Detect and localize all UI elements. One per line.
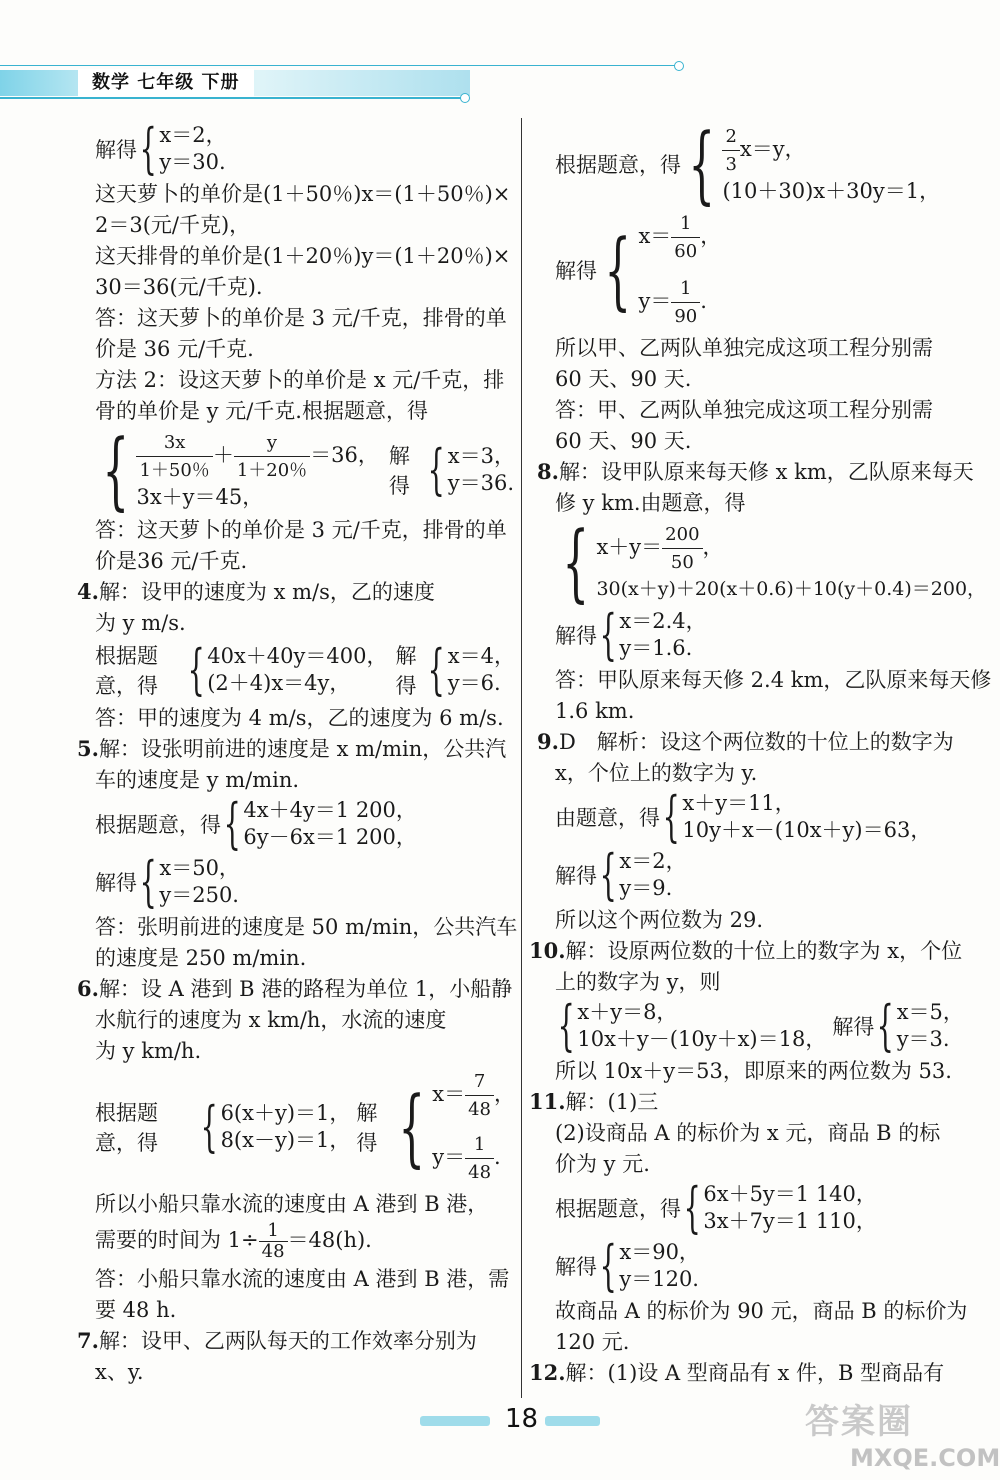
brace-icon: { xyxy=(688,115,716,213)
equation xyxy=(722,123,940,178)
text-line: 120 元. xyxy=(555,1330,630,1354)
numerator: 2 xyxy=(722,123,739,151)
solution-system xyxy=(555,1234,965,1297)
equation: (2＋4)x＝4y， xyxy=(207,671,351,695)
solve-label: 解得 xyxy=(95,138,137,162)
text-line: 所以这个两位数为 29. xyxy=(555,908,764,932)
equation: (10＋30)x＋30y＝1， xyxy=(722,179,941,203)
equation: 6y－6x＝1 200， xyxy=(243,825,417,849)
text-line: 答：张明前进的速度是 50 m/min，公共汽车 xyxy=(95,915,518,939)
header-title: 数学 七年级 下册 xyxy=(78,69,254,97)
question-10 xyxy=(529,937,965,965)
fraction xyxy=(671,275,700,330)
solve-label: 解得 xyxy=(395,644,417,698)
equation: y＝ $\frac{1}{90}$ . xyxy=(638,275,721,330)
question-7 xyxy=(77,1327,515,1355)
equation: 30(x＋y)＋20(x＋0.6)＋10(y＋0.4)＝200， xyxy=(596,578,987,600)
equation: 8(x－y)＝1， xyxy=(220,1128,351,1152)
denominator: 90 xyxy=(674,306,698,327)
equation: x＝4， xyxy=(447,644,515,668)
brace-icon: { xyxy=(562,513,590,611)
text-line: 价是 36 元/千克. xyxy=(95,337,254,361)
solve-label: 解得 xyxy=(95,871,137,895)
equation: y＝6. xyxy=(447,671,501,695)
text-line: 价是36 元/千克. xyxy=(95,549,248,573)
text-line: 1.6 km. xyxy=(555,699,635,723)
page-header xyxy=(0,60,1000,100)
denominator: 1＋20％ xyxy=(236,460,308,481)
equation-system xyxy=(95,792,515,855)
text-line: 2＝3(元/千克)， xyxy=(95,213,251,237)
brace-icon: { xyxy=(102,421,130,519)
equation: y＝120. xyxy=(619,1267,699,1291)
brace-icon: { xyxy=(683,1176,701,1239)
question-8 xyxy=(537,458,974,486)
equation-system xyxy=(95,421,515,519)
text-line: 这天萝卜的单价是(1＋50％)x＝(1＋50％)× xyxy=(95,182,511,206)
question-number: 5. xyxy=(77,736,99,761)
text-line: 解：设甲的速度为 x m/s，乙的速度 xyxy=(98,580,435,604)
system-label: 根据题意，得 xyxy=(95,813,221,837)
brace-icon: { xyxy=(557,994,575,1057)
brace-icon: { xyxy=(599,1234,617,1297)
system-label: 根据题意，得 xyxy=(95,644,158,698)
brace-icon: { xyxy=(599,843,617,906)
watermark-url: MXQE.COM xyxy=(850,1444,1000,1472)
denominator: 48 xyxy=(468,1099,491,1120)
text-line: 解：(1)设 A 型商品有 x 件，B 型商品有 xyxy=(565,1361,945,1385)
equation-system xyxy=(555,1176,965,1239)
equation-lhs: x＋y＝ xyxy=(596,535,663,559)
question-11 xyxy=(529,1088,965,1116)
solution-system xyxy=(555,210,965,330)
text-line: 解：设原两位数的十位上的数字为 x，个位 xyxy=(565,939,963,963)
solve-label: 解得 xyxy=(555,1255,597,1279)
equation: 4x＋4y＝1 200， xyxy=(243,798,417,822)
fraction xyxy=(662,521,702,576)
question-number: 7. xyxy=(77,1328,99,1353)
text-line: 方法 2：设这天萝卜的单价是 x 元/千克，排 xyxy=(95,368,505,392)
text-line: 价为 y 元. xyxy=(555,1152,650,1176)
question-number: 11. xyxy=(529,1089,566,1114)
denominator: 48 xyxy=(261,1241,285,1262)
brace-icon: { xyxy=(876,994,895,1057)
equation: x＝3， xyxy=(447,444,515,468)
equation: 10x＋y－(10y＋x)＝18， xyxy=(577,1027,827,1051)
brace-icon: { xyxy=(139,117,157,180)
equation: 10y＋x－(10x＋y)＝63， xyxy=(682,818,932,842)
brace-icon: { xyxy=(662,785,680,848)
equation: 40x＋40y＝400， xyxy=(207,644,388,668)
equation: y＝250. xyxy=(159,883,239,907)
text-line: 要 48 h. xyxy=(95,1298,177,1322)
equation-rest: x＝y， xyxy=(739,137,806,161)
equation: x＝ $\frac{1}{60}$ ， xyxy=(638,210,721,265)
numerator: 7 xyxy=(465,1068,494,1096)
question-6 xyxy=(77,975,515,1003)
brace-icon: { xyxy=(223,792,241,855)
denominator: 3 xyxy=(725,154,737,175)
equation-system xyxy=(95,1068,515,1186)
question-9 xyxy=(537,728,965,756)
watermark-logo: 答案圈 xyxy=(805,1402,913,1442)
equation: y＝36. xyxy=(447,471,515,495)
numerator: 1 xyxy=(465,1131,494,1159)
question-5 xyxy=(77,735,515,763)
denominator: 1＋50％ xyxy=(139,460,210,481)
question-number: 6. xyxy=(77,976,99,1001)
text-line: 修 y km.由题意，得 xyxy=(555,491,746,515)
text-line: 所以甲、乙两队单独完成这项工程分别需 xyxy=(555,336,933,360)
brace-icon: { xyxy=(187,638,205,701)
header-dot-icon xyxy=(460,93,470,103)
question-12 xyxy=(529,1359,965,1387)
text-line: 水航行的速度为 x km/h，水流的速度 xyxy=(95,1008,447,1032)
header-rule-bottom xyxy=(0,97,462,99)
equation: x＝5， xyxy=(896,1000,964,1024)
brace-icon: { xyxy=(428,638,446,701)
solve-label: 解得 xyxy=(555,259,597,283)
system-label: 根据题意，得 xyxy=(95,1101,158,1155)
numerator: y xyxy=(234,429,310,457)
solve-label: 解得 xyxy=(388,444,410,498)
question-number: 9. xyxy=(537,729,559,754)
brace-icon: { xyxy=(604,221,632,319)
equation: x＝50， xyxy=(159,856,240,880)
fraction xyxy=(671,210,700,265)
equation: y＝9. xyxy=(619,876,673,900)
equation: y＝1.6. xyxy=(619,636,693,660)
text-line: 60 天、90 天. xyxy=(555,367,692,391)
equation: y＝3. xyxy=(896,1027,950,1051)
solution-system xyxy=(95,850,515,913)
fraction xyxy=(136,429,212,484)
equation: 3x＋y＝45， xyxy=(136,485,264,509)
equation: x＝ $\frac{7}{48}$ ， xyxy=(432,1068,515,1123)
header-dot-icon xyxy=(674,61,684,71)
text-line: (2)设商品 A 的标价为 x 元，商品 B 的标 xyxy=(555,1121,941,1145)
question-4 xyxy=(77,578,515,606)
equation: x＝2， xyxy=(619,849,687,873)
text-line: 所以 10x＋y＝53，即原来的两位数为 53. xyxy=(555,1059,952,1083)
equation-system xyxy=(555,513,987,611)
variable: y＝ xyxy=(432,1145,466,1169)
brace-icon: { xyxy=(428,438,446,501)
page-number: 18 xyxy=(505,1404,539,1434)
text-fragment: 需要的时间为 1÷ xyxy=(95,1228,259,1252)
question-number: 8. xyxy=(537,459,559,484)
brace-icon: { xyxy=(200,1095,218,1158)
system-label: 由题意，得 xyxy=(555,806,660,830)
variable: y＝ xyxy=(638,289,672,313)
text-line: 上的数字为 y，则 xyxy=(555,970,721,994)
fraction xyxy=(722,123,739,178)
numerator: 3x xyxy=(136,429,212,457)
numerator: 1 xyxy=(671,275,700,303)
fraction xyxy=(465,1068,494,1123)
equation xyxy=(136,429,378,484)
solution-system xyxy=(555,603,965,666)
equation: x＋y＝8， xyxy=(577,1000,678,1024)
system-label: 根据题意，得 xyxy=(555,1197,681,1221)
equation: 3x＋7y＝1 110， xyxy=(703,1209,877,1233)
text-line: 的速度是 250 m/min. xyxy=(95,946,307,970)
solve-label: 解得 xyxy=(555,864,597,888)
denominator: 60 xyxy=(674,241,698,262)
variable: x＝ xyxy=(432,1082,466,1106)
fraction xyxy=(259,1221,288,1262)
text-line: D 解析：设这个两位数的十位上的数字为 xyxy=(558,730,954,754)
brace-icon: { xyxy=(139,850,157,913)
footer-decoration xyxy=(545,1416,600,1426)
footer-decoration xyxy=(420,1416,490,1426)
denominator: 50 xyxy=(670,552,694,573)
fraction xyxy=(234,429,310,484)
question-number: 12. xyxy=(529,1360,566,1385)
equation: x＝90， xyxy=(619,1240,700,1264)
solve-label: 解得 xyxy=(356,1101,378,1155)
text-line: 解：设 A 港到 B 港的路程为单位 1，小船静 xyxy=(98,977,513,1001)
question-number: 10. xyxy=(529,938,566,963)
right-column xyxy=(529,115,992,1390)
equation: x＋y＝11， xyxy=(682,791,796,815)
equation-system xyxy=(555,785,965,848)
brace-icon: { xyxy=(398,1078,425,1176)
equation-system xyxy=(555,115,965,213)
text-line: 解：设张明前进的速度是 x m/min，公共汽 xyxy=(98,737,507,761)
solve-label: 解得 xyxy=(555,624,597,648)
text-line: x、y. xyxy=(95,1360,144,1384)
text-line: 所以小船只靠水流的速度由 A 港到 B 港， xyxy=(95,1192,489,1216)
system-label: 根据题意，得 xyxy=(555,153,681,177)
text-line: 骨的单价是 y 元/千克.根据题意，得 xyxy=(95,399,428,423)
text-fragment: ＝48(h). xyxy=(287,1228,372,1252)
text-line: 60 天、90 天. xyxy=(555,429,692,453)
text-line: 解：设甲、乙两队每天的工作效率分别为 xyxy=(98,1329,477,1353)
equation: x＝2.4， xyxy=(619,609,707,633)
denominator: 48 xyxy=(468,1162,492,1183)
text-line: 故商品 A 的标价为 90 元，商品 B 的标价为 xyxy=(555,1299,968,1323)
text-line: 答：这天萝卜的单价是 3 元/千克，排骨的单 xyxy=(95,518,507,542)
solution-system xyxy=(555,843,965,906)
text-line xyxy=(95,1221,515,1262)
equation: 6x＋5y＝1 140， xyxy=(703,1182,877,1206)
text-line: 车的速度是 y m/min. xyxy=(95,768,300,792)
text-line: 为 y km/h. xyxy=(95,1039,202,1063)
text-line: 答：甲的速度为 4 m/s，乙的速度为 6 m/s. xyxy=(95,706,504,730)
equation: x＝2， xyxy=(159,123,227,147)
numerator: 200 xyxy=(662,521,702,549)
equation-rhs: ＝36， xyxy=(310,443,379,467)
equation: 6(x＋y)＝1， xyxy=(220,1101,351,1125)
text-line: 答：甲队原来每天修 2.4 km，乙队原来每天修 xyxy=(555,668,992,692)
header-rule-top xyxy=(0,65,676,66)
text-line: 解：(1)三 xyxy=(565,1090,659,1114)
solution-system xyxy=(95,117,515,180)
left-column xyxy=(77,117,518,1389)
text-line: 为 y m/s. xyxy=(95,611,186,635)
text-line: 答：甲、乙两队单独完成这项工程分别需 xyxy=(555,398,933,422)
text-line: 答：这天萝卜的单价是 3 元/千克，排骨的单 xyxy=(95,306,507,330)
question-number: 4. xyxy=(77,579,99,604)
text-line: 解：设甲队原来每天修 x km，乙队原来每天 xyxy=(558,460,974,484)
text-line: x，个位上的数字为 y. xyxy=(555,761,758,785)
text-line: 答：小船只靠水流的速度由 A 港到 B 港，需 xyxy=(95,1267,510,1291)
brace-icon: { xyxy=(599,603,617,666)
numerator: 1 xyxy=(671,210,700,238)
equation-system xyxy=(95,640,515,700)
equation-system xyxy=(555,994,965,1057)
operator: ＋ xyxy=(212,443,234,467)
equation: x＋y＝ $\frac{200}{50}$ ， xyxy=(596,521,986,576)
fraction xyxy=(465,1131,494,1186)
column-divider xyxy=(521,118,522,1398)
text-line: 这天排骨的单价是(1＋20％)y＝(1＋20％)× xyxy=(95,244,511,268)
numerator: 1 xyxy=(259,1221,288,1242)
equation: y＝ $\frac{1}{48}$ . xyxy=(432,1131,515,1186)
text-line: 30＝36(元/千克). xyxy=(95,275,263,299)
variable: x＝ xyxy=(638,224,672,248)
equation: y＝30. xyxy=(159,150,226,174)
solve-label: 解得 xyxy=(832,1015,875,1039)
